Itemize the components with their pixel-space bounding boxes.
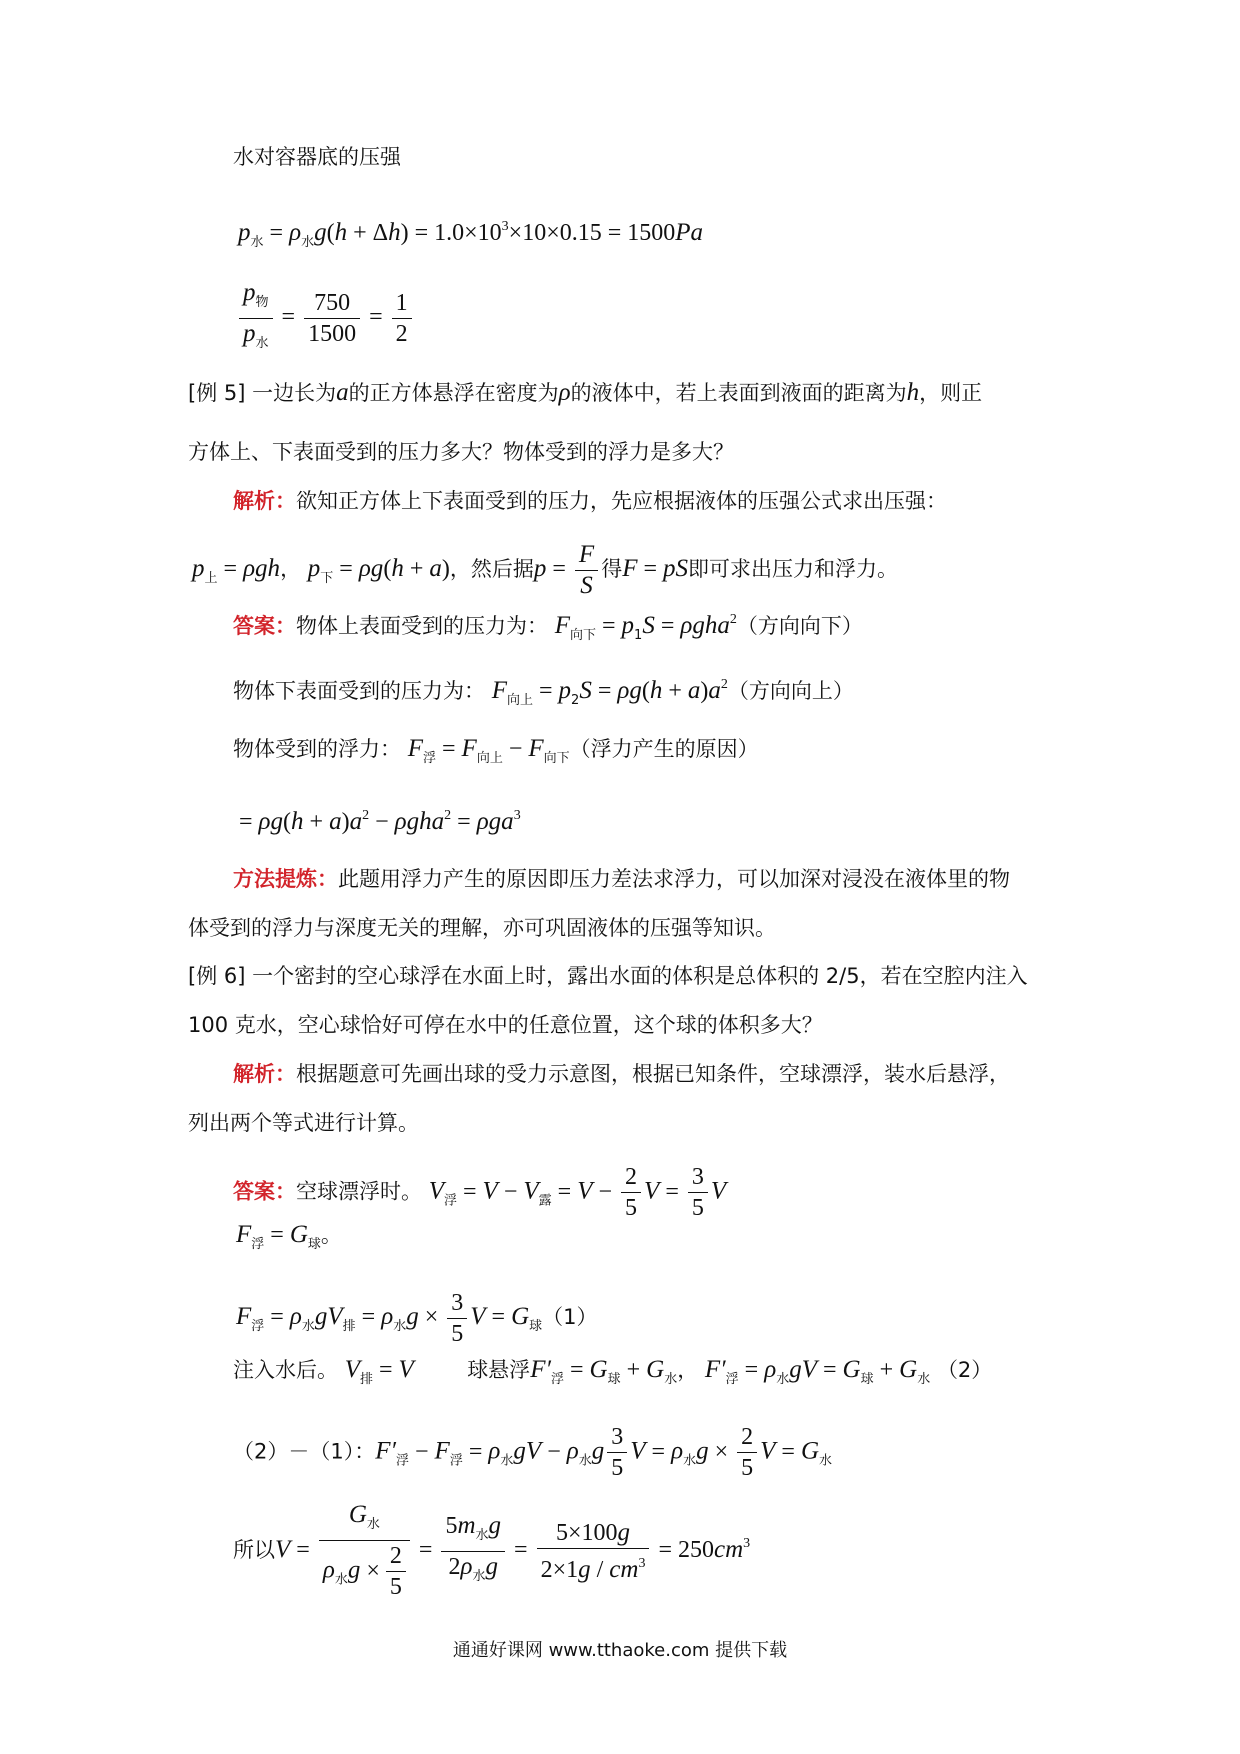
example6-label: [例 6] (188, 964, 246, 988)
analysis-label: 解析： (233, 489, 296, 513)
example6-question-line2: 100 克水，空心球恰好可停在水中的任意位置，这个球的体积多大？ (188, 1013, 823, 1037)
example5-analysis-line1: 解析：欲知正方体上下表面受到的压力，先应根据液体的压强公式求出压强： (233, 489, 947, 513)
example5-answer-line4: = $\rho g(h + a)a^2 - \rho gha^2 = \rho ga^3$ (239, 808, 521, 835)
example5-method-line2: 体受到的浮力与深度无关的理解，亦可巩固液体的压强等知识。 (188, 916, 776, 940)
example5-answer-line3: 物体受到的浮力： $F_浮 = F_{向上} - F_{向下}$（浮力产生的原因） (233, 735, 759, 766)
example6-analysis-line2: 列出两个等式进行计算。 (188, 1111, 419, 1135)
example5-question-line1: [例 5] 一边长为a的正方体悬浮在密度为ρ的液体中，若上表面到液面的距离为h，则正 (188, 379, 983, 406)
water-pressure-equation: $p_水 = \rho_水g(h + \Delta h) = 1.0\times 10^3\times 10\times 0.15 = 1500Pa$ (238, 219, 704, 250)
example6-answer-line4: 注入水后。 $V_排 = V$ 球悬浮$F'_浮 = G_球 + G_水$， $F'_浮 = \rho_水gV = G_球 + G_水$ （2） (233, 1356, 993, 1387)
answer-label: 答案： (233, 614, 296, 638)
example6-answer-line1: 答案：空球漂浮时。 $V_浮 = V - V_露 = V$ − $\frac{2}{5}$ V = $\frac{3}{5}$ V (233, 1164, 727, 1221)
example5-answer-line1: 答案：物体上表面受到的压力为： $F_{向下} = p_1S = \rho gha^2$（方向向下） (233, 612, 863, 643)
pressure-ratio-equation: $\frac{p_物}{p_水}$ = $\frac{750}{1500}$ = $\frac{1}{2}$ (236, 278, 415, 359)
example5-method-line1: 方法提炼：此题用浮力产生的原因即压力差法求浮力，可以加深对浸没在液体里的物 (233, 867, 1010, 891)
example6-question-line1: [例 6] 一个密封的空心球浮在水面上时，露出水面的体积是总体积的 2/5，若在空腔内注入 (188, 964, 1028, 988)
example6-answer-line5: （2）－（1）：$F'_浮 - F_浮 = \rho_水gV - \rho_水g$ $\frac{3}{5}$ $V = \rho_水g$ × $\frac{2}{5}$ $V = G_水$ (233, 1424, 833, 1481)
example6-answer-line2: $F_浮 = G_球$。 (236, 1221, 342, 1252)
page-footer: 通通好课网 www.tthaoke.com 提供下载 (452, 1640, 788, 1661)
example5-answer-line2: 物体下表面受到的压力为： $F_{向上} = p_2S = \rho g(h + a)a^2$（方向向上） (233, 677, 854, 708)
example5-label: [例 5] (188, 381, 246, 405)
intro-text: 水对容器底的压强 (233, 145, 401, 169)
example6-answer-line6: 所以V = $G_水$ $\rho_水g$ × $\frac{2}{5}$ = $\frac{5m_水g}{2\rho_水g}$ = $\frac{5\times 100g}{2\times 1g / cm^3}$ = $250cm^3$ (233, 1501, 751, 1600)
example6-answer-line3: $F_浮 = \rho_水gV_排 = \rho_水g$ × $\frac{3}{5}$ $V = G_球(1)$ (236, 1290, 598, 1347)
example5-analysis-line2: $p_上 = \rho gh$， $p_下 = \rho g(h + a)$，然后据p = $\frac{F}{S}$ 得F = pS即可求出压力和浮力。 (192, 541, 899, 599)
method-label: 方法提炼： (233, 867, 338, 891)
example5-question-line2: 方体上、下表面受到的压力多大？物体受到的浮力是多大？ (188, 440, 734, 464)
example6-analysis-line1: 解析：根据题意可先画出球的受力示意图，根据已知条件，空球漂浮，装水后悬浮， (233, 1062, 1010, 1086)
